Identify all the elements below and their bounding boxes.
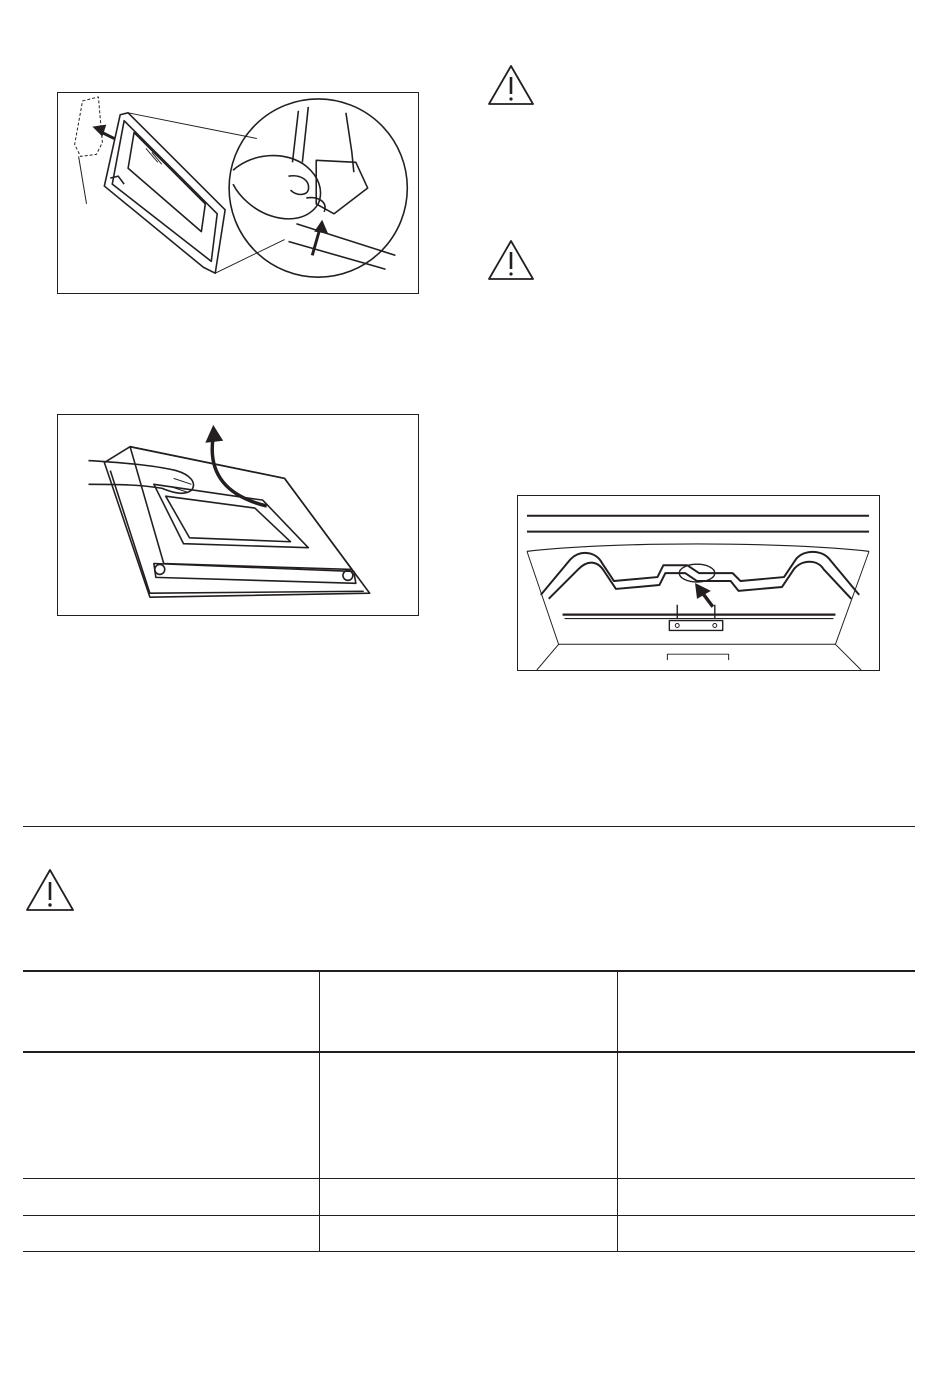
table-row-border — [23, 1178, 915, 1179]
table-bottom-border — [23, 1251, 915, 1252]
section-divider — [23, 826, 915, 827]
door-glass-lift-illustration — [58, 415, 418, 615]
warning-triangle-icon — [25, 868, 75, 912]
door-glass-lift-figure — [57, 414, 419, 616]
table-column-divider — [319, 971, 320, 1251]
door-clip-release-figure — [57, 92, 419, 294]
door-clip-release-illustration — [58, 93, 418, 293]
table-header-border — [23, 1051, 915, 1053]
table-row-border — [23, 1215, 915, 1216]
oven-grill-element-illustration — [518, 496, 879, 670]
table-top-border — [23, 970, 915, 972]
warning-triangle-icon — [487, 64, 535, 106]
warning-triangle-icon — [487, 239, 535, 281]
table-column-divider — [617, 971, 618, 1251]
oven-grill-element-figure — [517, 495, 880, 671]
